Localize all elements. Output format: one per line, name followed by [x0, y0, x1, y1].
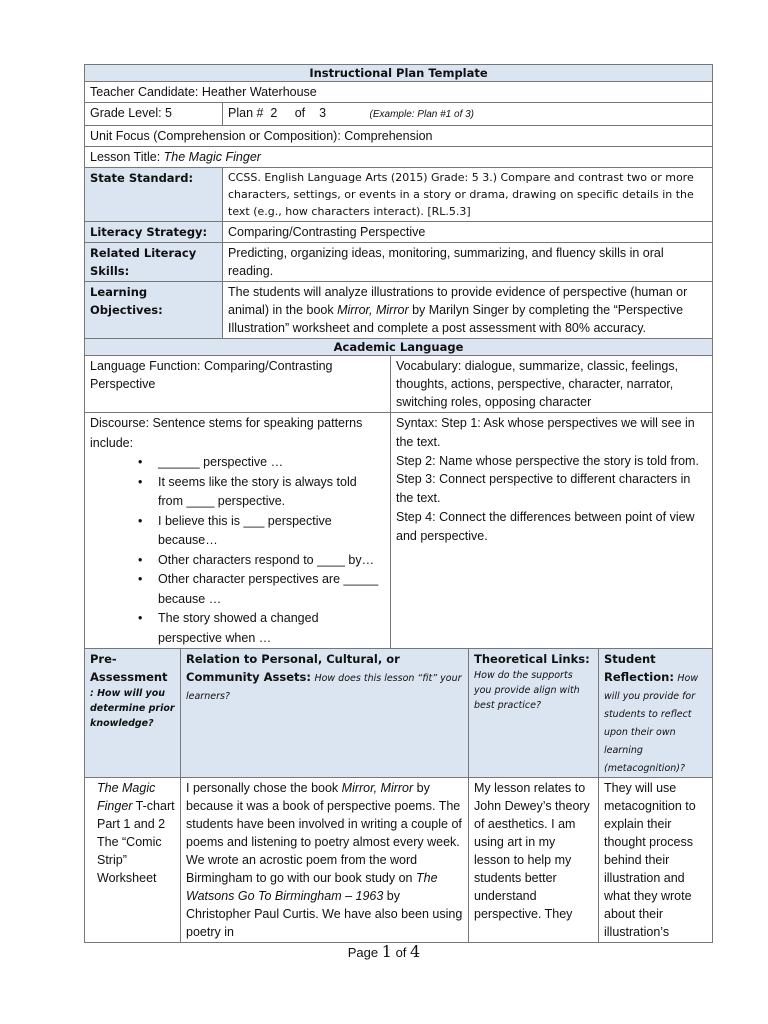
- discourse: Discourse: Sentence stems for speaking patterns include: • ______ perspective … • It seems like the story is always told from ____ perspective. • I believe this is ___ perspective because… • Other characters respond to ____ by… • Other character perspectives are _____ because … • The story showed a changed perspective when …: [85, 413, 391, 649]
- academic-language-heading: Academic Language: [85, 339, 713, 356]
- assessment-table: [84, 648, 713, 943]
- literacy-strategy-label: Literacy Strategy:: [85, 222, 223, 243]
- template-title: Instructional Plan Template: [85, 65, 713, 82]
- academic-language-table: [84, 355, 713, 649]
- list-item: • I believe this is ___ perspective because…: [158, 512, 385, 551]
- syntax-step: Step 4: Connect the differences between point of view and perspective.: [396, 509, 695, 543]
- plan-number: Plan # 2 of 3 (Example: Plan #1 of 3): [223, 103, 713, 126]
- theoretical-links-header: Theoretical Links: How do the supports you provide align with best practice?: [469, 649, 599, 778]
- relation-text: I personally chose the book Mirror, Mirror by because it was a book of perspective poems. The students have been involved in writing a couple of poems and listening to poetry almost every week. We wrote an acrostic poem from the word Birmingham to go with our book study on The Watsons Go To Birmingham – 1963 by Christopher Paul Curtis. We have also been using poetry in: [181, 778, 469, 943]
- page-footer: Page 1 of 4: [347, 942, 421, 961]
- literacy-strategy: Comparing/Contrasting Perspective: [223, 222, 713, 243]
- teacher-candidate: Teacher Candidate: Heather Waterhouse: [85, 82, 713, 103]
- syntax-step: Step 2: Name whose perspective the story is told from.: [396, 453, 699, 468]
- state-standard: CCSS. English Language Arts (2015) Grade: 5 3.) Compare and contrast two or more characters, settings, or events in a story or drama, drawing on specific details in the text (e.g., how characters interact). [RL.5.3]: [223, 168, 713, 222]
- list-item: • The Magic Finger T-chart Part 1 and 2: [91, 779, 175, 833]
- learning-objectives-label: Learning Objectives:: [85, 282, 223, 339]
- relation-header: Relation to Personal, Cultural, or Community Assets: How does this lesson “fit” your learners?: [181, 649, 469, 778]
- unit-focus: Unit Focus (Comprehension or Composition): Comprehension: [85, 126, 713, 147]
- student-reflection-header: Student Reflection: How will you provide for students to reflect upon their own learning (metacognition)?: [599, 649, 713, 778]
- sentence-stems: [90, 453, 385, 648]
- lesson-title: Lesson Title: The Magic Finger: [85, 147, 713, 168]
- list-item: • Other character perspectives are _____ because …: [158, 570, 385, 609]
- reflection-text: They will use metacognition to explain their thought process behind their illustration and what they wrote about their illustration’s: [599, 778, 713, 943]
- list-item: • The “Comic Strip” Worksheet: [91, 833, 175, 887]
- syntax-step: Syntax: Step 1: Ask whose perspectives we will see in the text.: [396, 416, 695, 449]
- vocabulary: Vocabulary: dialogue, summarize, classic, feelings, thoughts, actions, perspective, character, narrator, switching roles, opposing character: [391, 356, 713, 413]
- pre-assessment-header: Pre-Assessment : How will you determine prior knowledge?: [85, 649, 181, 778]
- language-function: Language Function: Comparing/Contrasting Perspective: [85, 356, 391, 413]
- learning-objectives: The students will analyze illustrations to provide evidence of perspective (human or animal) in the book Mirror, Mirror by Marilyn Singer by completing the “Perspective Illustration” worksheet and complete a post assessment with 80% accuracy.: [223, 282, 713, 339]
- syntax: [391, 413, 713, 649]
- list-item: • The story showed a changed perspective when …: [158, 609, 385, 648]
- list-item: • It seems like the story is always told from ____ perspective.: [158, 473, 385, 512]
- syntax-step: Step 3: Connect perspective to different characters in the text.: [396, 472, 691, 506]
- related-skills: Predicting, organizing ideas, monitoring, summarizing, and fluency skills in oral reading.: [223, 243, 713, 282]
- related-skills-label: Related Literacy Skills:: [85, 243, 223, 282]
- pre-assessment-items: [85, 778, 181, 943]
- theoretical-text: My lesson relates to John Dewey’s theory of aesthetics. I am using art in my lesson to help my students better understand perspective. They: [469, 778, 599, 943]
- list-item: • ______ perspective …: [158, 453, 385, 473]
- plan-document: [84, 64, 712, 943]
- plan-header-table: [84, 64, 713, 356]
- state-standard-label: State Standard:: [85, 168, 223, 222]
- list-item: • Other characters respond to ____ by…: [158, 551, 385, 571]
- grade-level: Grade Level: 5: [85, 103, 223, 126]
